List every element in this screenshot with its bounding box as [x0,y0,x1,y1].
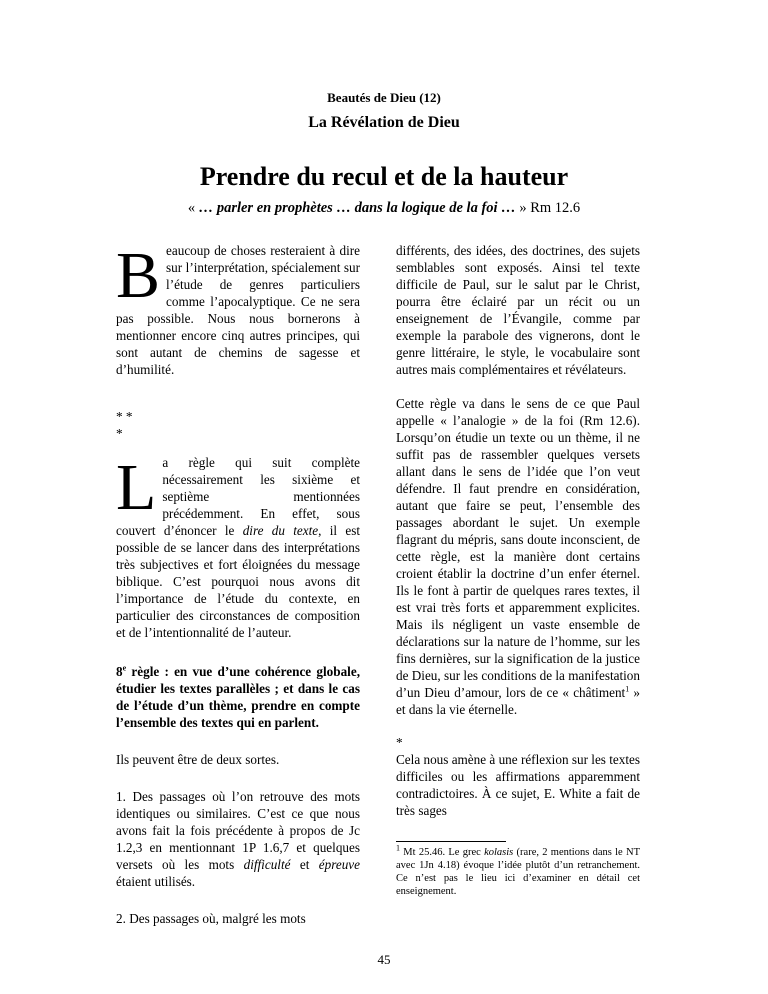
paragraph-two-kinds: Ils peuvent être de deux sortes. [116,752,280,767]
rule-intro-a: a règle qui suit complète nécessairement les sixième et septième mentionnées précédemment. En effet, sous couvert d’énoncer le [116,455,360,538]
drop-cap-l: L [116,451,157,524]
intro-text: eaucoup de choses resteraient à dire sur l’interprétation, spécialement sur l’étude de genres particuliers comme l’apocalyptique. Ce ne sera pas possible. Nous nous bornerons à mentionner encore cinq autres principes, qui sont autant de chemins de sagesse et d’humilité. [116,243,360,377]
word-difficulte: difficulté [243,857,291,872]
paragraph-difficult-texts: Cela nous amène à une réflexion sur les textes difficiles ou les affirmations apparemment contradictoires. À ce sujet, E. White a fait de très sages [396,752,640,818]
footnote-greek-word: kolasis [484,847,514,858]
rule-statement [116,663,360,731]
paragraph-intro [116,239,360,378]
rule-number-suffix: e [122,663,127,673]
paragraph-rule-intro [116,451,360,641]
drop-cap-b: B [116,239,161,312]
left-column [116,239,360,927]
footnote-number: 1 [396,843,400,853]
kind-one-mid: et [290,857,319,872]
series-heading: Beautés de Dieu (12) [327,90,441,105]
paragraph-kind-two: 2. Des passages où, malgré les mots [116,911,306,926]
footnote-separator [396,841,506,842]
right-column [396,242,640,898]
kind-one-b: étaient utilisés. [116,874,196,889]
rule-intro-b: , il est possible de se lancer dans des interprétations très subjectives et fort éloignées du message biblique. C’est pourquoi nous avons dit l’importance de l’étude du contexte, en particulier des circonstances de composition et de l’intentionnalité de l’auteur. [116,523,360,640]
footnote-text-a: Mt 25.46. Le grec [400,847,485,858]
rule-number: 8 [116,664,123,679]
footnote-ref: 1 [625,684,630,694]
page-number: 45 [377,952,391,967]
rule-intro-emphasis: dire du texte [242,523,319,538]
paragraph-analogy [396,395,640,718]
page-title: Prendre du recul et de la hauteur [199,162,569,191]
epigraph-reference: » Rm 12.6 [515,200,581,216]
rule-text: règle : en vue d’une cohérence globale, étudier les textes parallèles ; et dans le cas de l’étude d’un thème, prendre en compte l’ensemble des textes qui en parlent. [116,664,360,730]
analogy-text-b: » et dans la vie éternelle. [396,685,640,717]
epigraph-quote: … parler en prophètes … dans la logique de la foi … [198,200,516,216]
paragraph-continuation: différents, des idées, des doctrines, des sujets semblables sont exposés. Ainsi tel texte difficile de Paul, sur le salut par le Christ, pourra être éclairé par un récit ou un enseignement de l’Évangile, comme par exemple la parabole des vignerons, dont le genre littéraire, le style, le vocabulaire sont autres mais complémentaires et révélateurs. [396,243,640,377]
kind-one-a: 1. Des passages où l’on retrouve des mots identiques ou similaires. C’est ce que nous avons fait la fois précédente à propos de Jc 1.2,3 en mentionnant 1P 1.6,7 et quelques versets où les mots [116,789,360,872]
paragraph-kind-one [116,788,360,890]
epigraph-open: « [187,200,199,216]
section-heading: La Révélation de Dieu [308,114,460,131]
separator-stars-top: * * [116,409,133,424]
epigraph [0,200,768,217]
separator-stars-bottom: * [116,426,123,441]
footnote-text-b: (rare, 2 mentions dans le NT avec 1Jn 4.18) évoque l’idée plutôt d’un retranchement. Ce n’est pas le lieu ici d’examiner en détail cet enseignement. [396,847,640,897]
footnote [396,843,640,898]
word-epreuve: épreuve [318,857,360,872]
separator-star: * [396,735,403,750]
analogy-text-a: Cette règle va dans le sens de ce que Paul appelle « l’analogie » de la foi (Rm 12.6). Lorsqu’on étudie un texte ou un thème, il ne suffit pas de rassembler quelques versets allant dans le sens de l’idée que l’on veut défendre. Il faut prendre en considération, autant que faire se peut, l’ensemble des passages abordant le sujet. Un exemple flagrant du mépris, sans doute inconscient, de cette règle, est la manière dont certains croient établir la doctrine d’un enfer éternel. Ils le font à partir de quelques rares textes, il est vrai très forts et apparemment explicites. Mais ils négligent un vaste ensemble de déclarations sur la nature de l’homme, sur les fins dernières, sur la signification de la justice de Dieu, sur les conditions de la manifestation d’un Dieu d’amour, lors de ce « châtiment [396,396,640,700]
